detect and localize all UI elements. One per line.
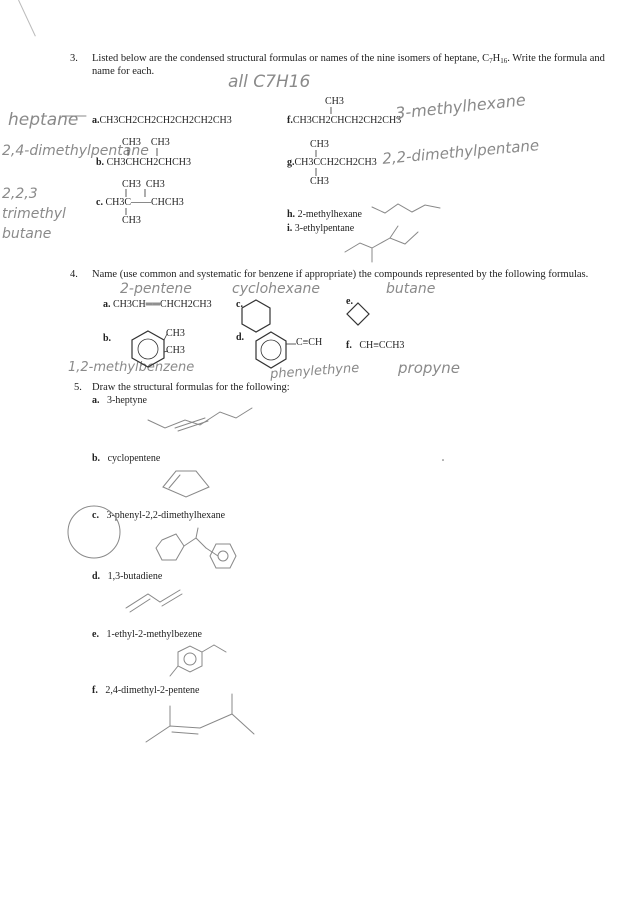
q5d-label: d. bbox=[92, 571, 101, 582]
q3-prompt-sub1: 7 bbox=[489, 57, 493, 65]
q5a-triple-1 bbox=[175, 418, 205, 428]
q5f-double-bond bbox=[172, 732, 198, 734]
q3c-formula: CH3C——CHCH3 bbox=[105, 197, 184, 208]
q4a-row bbox=[103, 299, 212, 311]
q5c-bond-1 bbox=[184, 538, 196, 546]
q4b-label: b. bbox=[103, 333, 112, 344]
q3i-drawing-branch2 bbox=[390, 226, 398, 238]
q3g-label: g. bbox=[287, 157, 295, 168]
q3f-formula: CH3CH2CHCH2CH2CH3 bbox=[292, 115, 402, 126]
q5c-row bbox=[92, 510, 225, 522]
q5e-ethyl-1 bbox=[202, 645, 214, 652]
q4c-cyclohexane bbox=[242, 300, 270, 332]
scan-edge-mark bbox=[18, 0, 36, 36]
q3i-name: 3-ethylpentane bbox=[294, 223, 355, 234]
q3b-formula: CH3CHCH2CHCH3 bbox=[106, 157, 192, 168]
q3a-formula-row bbox=[92, 115, 232, 127]
q3c-top-groups: CH3 CH3 bbox=[122, 179, 165, 190]
q5-number: 5. bbox=[74, 382, 82, 393]
q4d-benzene-circle bbox=[261, 340, 281, 360]
q5c-bond-2 bbox=[196, 538, 206, 548]
q5a-name: 3-heptyne bbox=[107, 395, 147, 406]
q3c-formula-row bbox=[96, 197, 184, 209]
q3g-formula-row bbox=[287, 157, 377, 169]
q5e-label: e. bbox=[92, 629, 99, 640]
q3-prompt-line1 bbox=[92, 52, 605, 68]
q4c-label: c. bbox=[236, 299, 243, 310]
q5a-row bbox=[92, 395, 147, 407]
q4f-answer: propyne bbox=[398, 359, 460, 377]
q4-number: 4. bbox=[70, 269, 78, 280]
q5c-bond-3 bbox=[196, 528, 198, 538]
q5b-double-bond bbox=[169, 475, 180, 488]
q3h-drawing bbox=[372, 204, 440, 213]
q5a-triple-2 bbox=[178, 421, 208, 431]
q5d-row bbox=[92, 571, 162, 583]
q5d-double-2 bbox=[162, 594, 182, 606]
q4c-answer: cyclohexane bbox=[232, 281, 320, 297]
q5c-phenyl bbox=[210, 544, 236, 568]
q5e-ring-circle bbox=[184, 653, 196, 665]
q5c-name: 3-phenyl-2,2-dimethylhexane bbox=[106, 510, 226, 521]
q5b-row bbox=[92, 453, 160, 465]
q3f-answer: 3-methylhexane bbox=[394, 90, 527, 123]
q5a-drawing bbox=[148, 408, 252, 428]
q4b-benzene-circle bbox=[138, 339, 158, 359]
q5f-name: 2,4-dimethyl-2-pentene bbox=[105, 685, 200, 696]
q5a-label: a. bbox=[92, 395, 100, 406]
q3c-label: c. bbox=[96, 197, 103, 208]
q5b-drawing bbox=[163, 471, 209, 497]
q4d-benzene-ring bbox=[256, 332, 286, 368]
q4d-answer: phenylethyne bbox=[269, 360, 360, 383]
q5c-bond-4 bbox=[206, 548, 218, 556]
q5f-drawing bbox=[146, 714, 254, 742]
q5e-methyl bbox=[170, 666, 178, 676]
q3g-answer: 2,2-dimethylpentane bbox=[381, 136, 540, 168]
q5d-double-1 bbox=[130, 599, 150, 612]
q5f-row bbox=[92, 685, 199, 697]
q3i-drawing-main bbox=[345, 232, 418, 252]
q4f-formula: CH≡CCH3 bbox=[359, 340, 405, 351]
q3f-formula-row bbox=[287, 115, 401, 127]
q3h-label: h. bbox=[287, 209, 296, 220]
q3g-top-group: CH3 bbox=[310, 139, 329, 150]
q3f-top-group: CH3 bbox=[325, 96, 344, 107]
q3c-bottom-group: CH3 bbox=[122, 215, 141, 226]
q3-note-handwritten: all C7H16 bbox=[228, 72, 311, 92]
q5d-name: 1,3-butadiene bbox=[107, 571, 163, 582]
q4b-sub1: CH3 bbox=[166, 328, 185, 339]
q4f-row bbox=[346, 340, 404, 352]
q3c-answer: 2,2,3 trimethyl butane bbox=[2, 186, 66, 242]
q3b-top-groups: CH3 CH3 bbox=[122, 137, 170, 148]
q4a-label: a. bbox=[103, 299, 111, 310]
q3-prompt-text: Listed below are the condensed structural formulas or names of the nine isomers of heptane, C bbox=[92, 53, 490, 64]
q4a-formula: CH3CH══CHCH2CH3 bbox=[113, 299, 212, 310]
q3a-formula: CH3CH2CH2CH2CH2CH2CH3 bbox=[99, 115, 232, 126]
q5b-name: cyclopentene bbox=[107, 453, 161, 464]
q5c-ring bbox=[156, 534, 184, 560]
q3b-answer: 2,4-dimethylpentane bbox=[2, 143, 149, 159]
q3g-bottom-group: CH3 bbox=[310, 176, 329, 187]
q4a-answer: 2-pentene bbox=[120, 281, 192, 297]
q3g-formula: CH3CCH2CH2CH3 bbox=[294, 157, 377, 168]
q5c-phenyl-circle bbox=[218, 551, 228, 561]
q3-prompt-line2: name for each. bbox=[92, 66, 155, 77]
q3b-label: b. bbox=[96, 157, 105, 168]
q4d-label: d. bbox=[236, 332, 245, 343]
q3-prompt-mid: H bbox=[492, 53, 501, 64]
q5d-drawing bbox=[126, 590, 180, 608]
q5b-label: b. bbox=[92, 453, 101, 464]
q5e-row bbox=[92, 629, 202, 641]
q3h-name: 2-methylhexane bbox=[297, 209, 362, 220]
q5-prompt: Draw the structural formulas for the following: bbox=[92, 382, 290, 393]
q5e-ring bbox=[178, 646, 202, 672]
q5f-label: f. bbox=[92, 685, 98, 696]
q3h-row bbox=[287, 209, 362, 221]
q3a-label: a. bbox=[92, 115, 100, 126]
q3f-label: f. bbox=[287, 115, 293, 126]
q3i-label: i. bbox=[287, 223, 293, 234]
q3-prompt-end: . Write the formula and bbox=[507, 53, 605, 64]
q3b-formula-row bbox=[96, 157, 191, 169]
q4e-answer: butane bbox=[386, 281, 436, 297]
q4e-label: e. bbox=[346, 296, 353, 307]
q4b-answer: 1,2-methylbenzene bbox=[68, 360, 195, 375]
q5e-name: 1-ethyl-2-methylbezene bbox=[106, 629, 202, 640]
q4-prompt: Name (use common and systematic for benzene if appropriate) the compounds represented by the following formulas. bbox=[92, 269, 589, 280]
q4d-substituent: C≡CH bbox=[296, 337, 323, 348]
q5e-ethyl-2 bbox=[214, 645, 226, 652]
q3-number: 3. bbox=[70, 53, 78, 64]
q4f-label: f. bbox=[346, 340, 352, 351]
q5c-label: c. bbox=[92, 510, 99, 521]
q4b-sub2: CH3 bbox=[166, 345, 185, 356]
q3i-row bbox=[287, 223, 354, 235]
scan-dot bbox=[442, 459, 444, 461]
q3a-answer: heptane bbox=[8, 110, 79, 130]
q3-prompt-sub2: 16 bbox=[500, 57, 508, 65]
